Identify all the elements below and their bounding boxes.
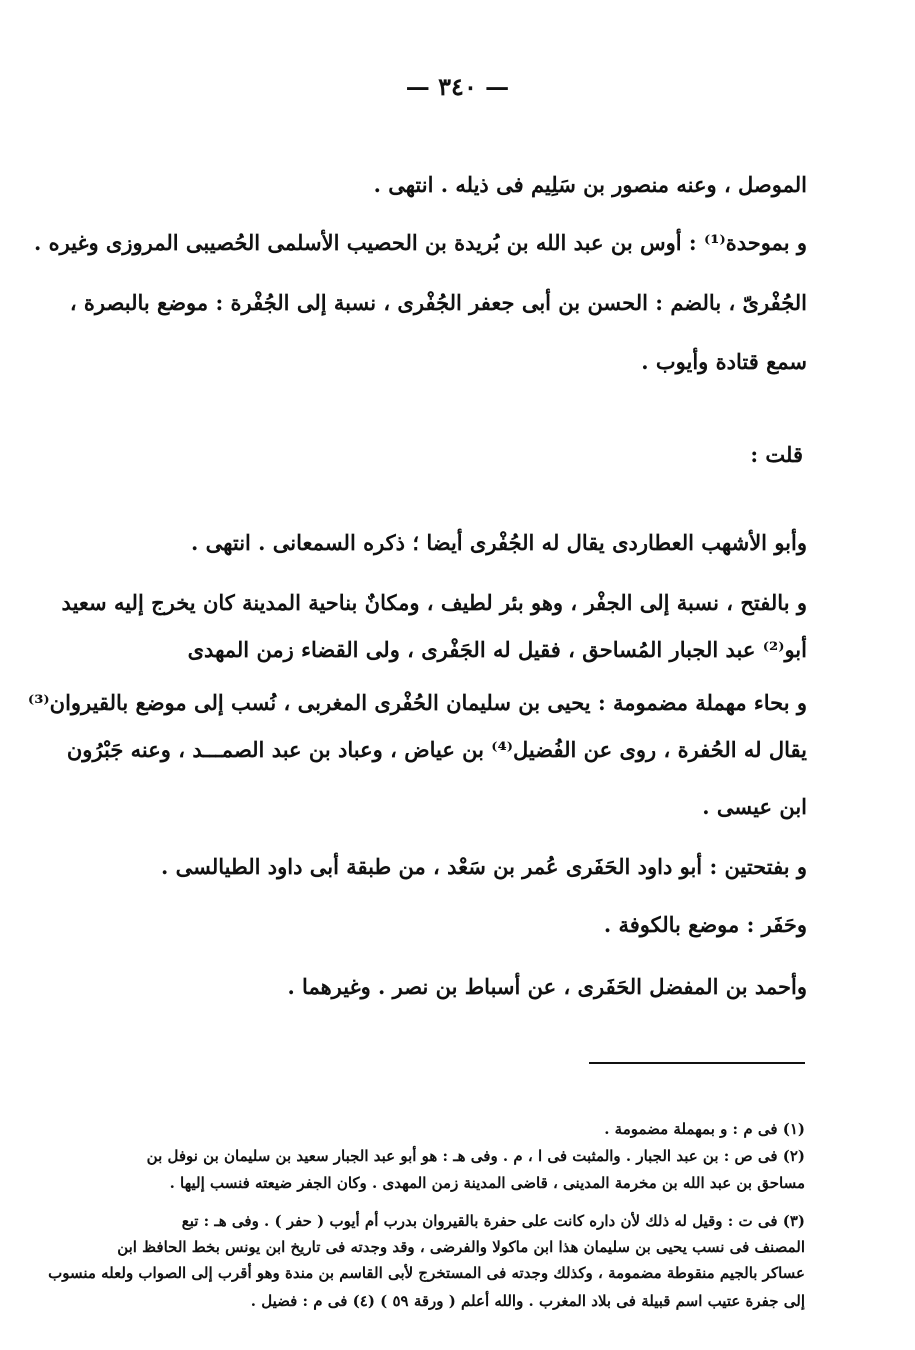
body-line: وأبو الأشهب العطاردى يقال له الجُفْرى أيضا ؛ ذكره السمعانى . انتهى .: [191, 530, 807, 555]
footnote-line: (١) فى م : و بمهملة مضمومة .: [604, 1120, 805, 1138]
body-line: ابن عيسى .: [702, 794, 807, 819]
footnote-line: (٢) فى ص : بن عبد الجبار . والمثبت فى ا ، م . وفى هـ : هو أبو عبد الجبار سعيد بن سليمان بن نوفل بن: [146, 1147, 805, 1165]
body-line: وأحمد بن المفضل الحَفَرى ، عن أسباط بن نصر . وغيرهما .: [287, 974, 807, 999]
footnote-line: مساحق بن عبد الله بن مخرمة المدينى ، قاضى المدينة زمن المهدى . وكان الجفر ضيعته فنسب إليها .: [169, 1174, 805, 1192]
section-heading: قلت :: [750, 442, 803, 467]
footnote-line: المصنف فى نسب يحيى بن سليمان هذا ابن ماكولا والفرضى ، وقد وجدته فى تاريخ ابن يونس بخط الحافظ ابن: [117, 1238, 805, 1256]
footnote-line: عساكر بالجيم منقوطة مضمومة ، وكذلك وجدته فى المستخرج لأبى القاسم بن مندة وهو أقرب إلى الصواب ولعله منسوب: [48, 1264, 805, 1282]
body-line: الجُفْرىّ ، بالضم : الحسن بن أبى جعفر الجُفْرى ، نسبة إلى الجُفْرة : موضع بالبصرة ،: [69, 290, 807, 315]
body-line: يقال له الحُفرة ، روى عن الفُضيل⁽⁴⁾ بن عياض ، وعباد بن عبد الصمـــد ، وعنه جَبْرُون: [66, 737, 807, 762]
footnote-line: (٣) فى ت : وقيل له ذلك لأن داره كانت على حفرة بالقيروان بدرب أم أيوب ( حفر ) . وفى هـ : تبع: [181, 1212, 805, 1230]
body-line: و بموحدة⁽¹⁾ : أوس بن عبد الله بن بُريدة بن الحصيب الأسلمى الحُصيبى المروزى وغيره .: [33, 230, 807, 255]
body-line: و بحاء مهملة مضمومة : يحيى بن سليمان الحُفْرى المغربى ، نُسب إلى موضع بالقيروان⁽³⁾: [27, 690, 807, 715]
body-line: الموصل ، وعنه منصور بن سَلِيم فى ذيله . انتهى .: [373, 172, 807, 197]
footnote-divider: [589, 1062, 805, 1064]
body-line: سمع قتادة وأيوب .: [641, 349, 807, 374]
body-line: أبو⁽²⁾ عبد الجبار المُساحق ، فقيل له الجَفْرى ، ولى القضاء زمن المهدى: [187, 637, 807, 662]
body-line: و بالفتح ، نسبة إلى الجفْر ، وهو بئر لطيف ، ومكانٌ بناحية المدينة كان يخرج إليه سعيد: [61, 590, 807, 615]
body-line: وحَفَر : موضع بالكوفة .: [603, 912, 807, 937]
page-number: — ٣٤٠ —: [405, 72, 510, 101]
body-line: و بفتحتين : أبو داود الحَفَرى عُمر بن سَعْد ، من طبقة أبى داود الطيالسى .: [160, 854, 807, 879]
footnote-line: إلى جفرة عتيب اسم قبيلة فى بلاد المغرب . والله أعلم ( ورقة ٥٩ ) (٤) فى م : فضيل .: [250, 1292, 805, 1310]
